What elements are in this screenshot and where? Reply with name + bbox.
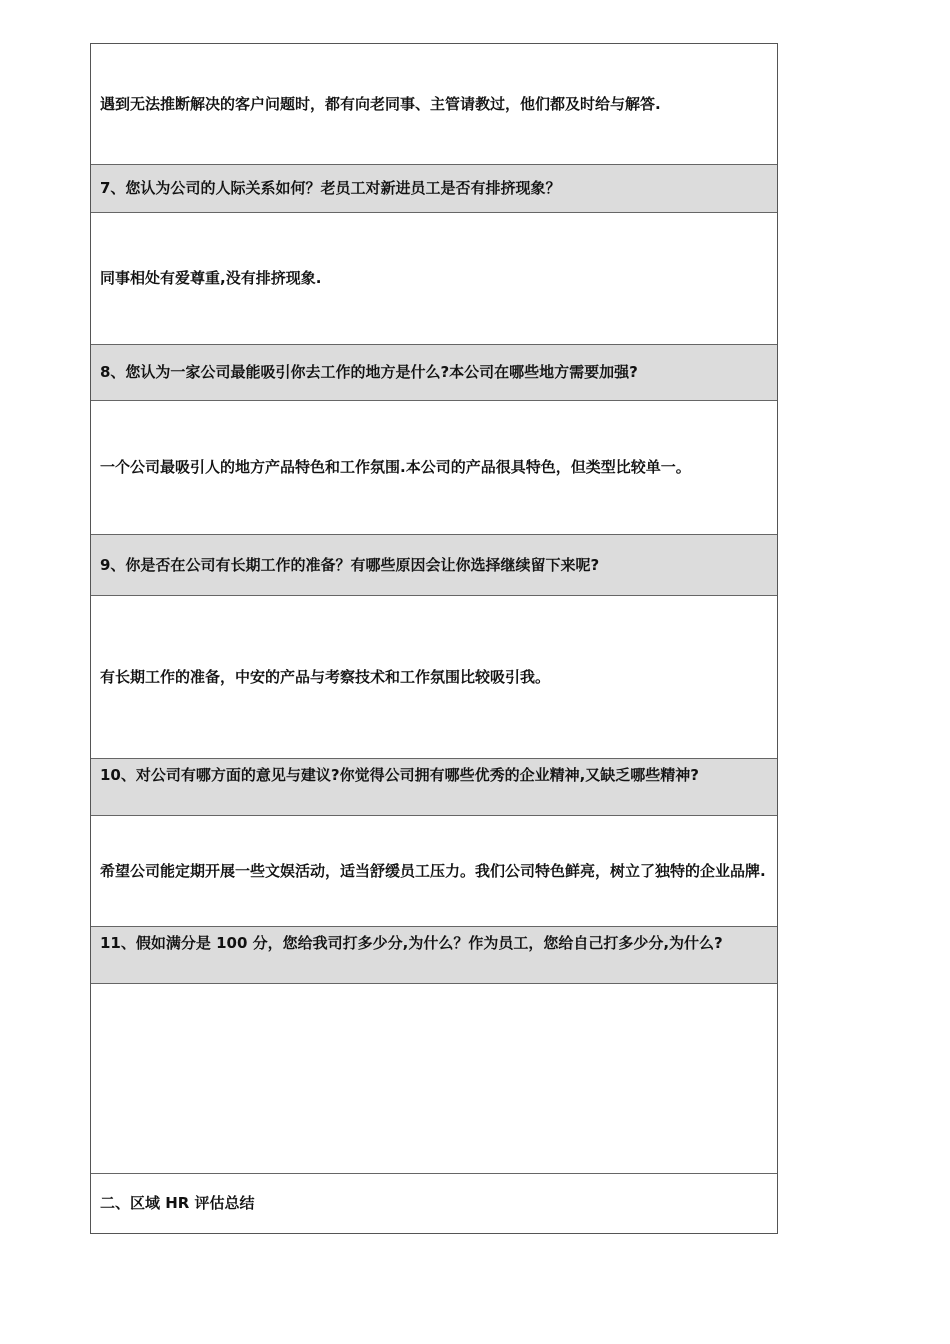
question-text: 7、您认为公司的人际关系如何？老员工对新进员工是否有排挤现象？: [100, 179, 561, 197]
answer-row: [91, 596, 777, 759]
question-row-7: [91, 165, 777, 213]
question-row-9: [91, 535, 777, 596]
answer-text: 有长期工作的准备，中安的产品与考察技术和工作氛围比较吸引我。: [100, 667, 551, 686]
question-text: 8、您认为一家公司最能吸引你去工作的地方是什么?本公司在哪些地方需要加强?: [100, 363, 638, 381]
answer-row: [91, 213, 777, 345]
answer-text: 希望公司能定期开展一些文娱活动，适当舒缓员工压力。我们公司特色鲜亮，树立了独特的企业品牌.: [100, 861, 766, 880]
question-text: 9、你是否在公司有长期工作的准备？有哪些原因会让你选择继续留下来呢?: [100, 555, 600, 574]
answer-text: 同事相处有爱尊重,没有排挤现象.: [100, 269, 322, 287]
answer-row: [91, 44, 777, 165]
question-row-11: [91, 927, 777, 984]
section-heading-text: 二、区域 HR 评估总结: [100, 1194, 255, 1212]
answer-text: 一个公司最吸引人的地方产品特色和工作氛围.本公司的产品很具特色，但类型比较单一。: [100, 458, 691, 476]
section-heading-hr-summary: [91, 1174, 777, 1233]
exit-interview-table: [90, 43, 778, 1234]
question-text: 10、对公司有哪方面的意见与建议?你觉得公司拥有哪些优秀的企业精神,又缺乏哪些精神?: [100, 766, 699, 784]
answer-row: [91, 401, 777, 535]
question-text: 11、假如满分是 100 分，您给我司打多少分,为什么？作为员工，您给自己打多少分,为什么?: [100, 934, 723, 952]
answer-row: [91, 816, 777, 927]
question-row-8: [91, 345, 777, 401]
answer-text: 遇到无法推断解决的客户问题时，都有向老同事、主管请教过，他们都及时给与解答.: [100, 94, 661, 113]
answer-row-empty: [91, 984, 777, 1174]
question-row-10: [91, 759, 777, 816]
